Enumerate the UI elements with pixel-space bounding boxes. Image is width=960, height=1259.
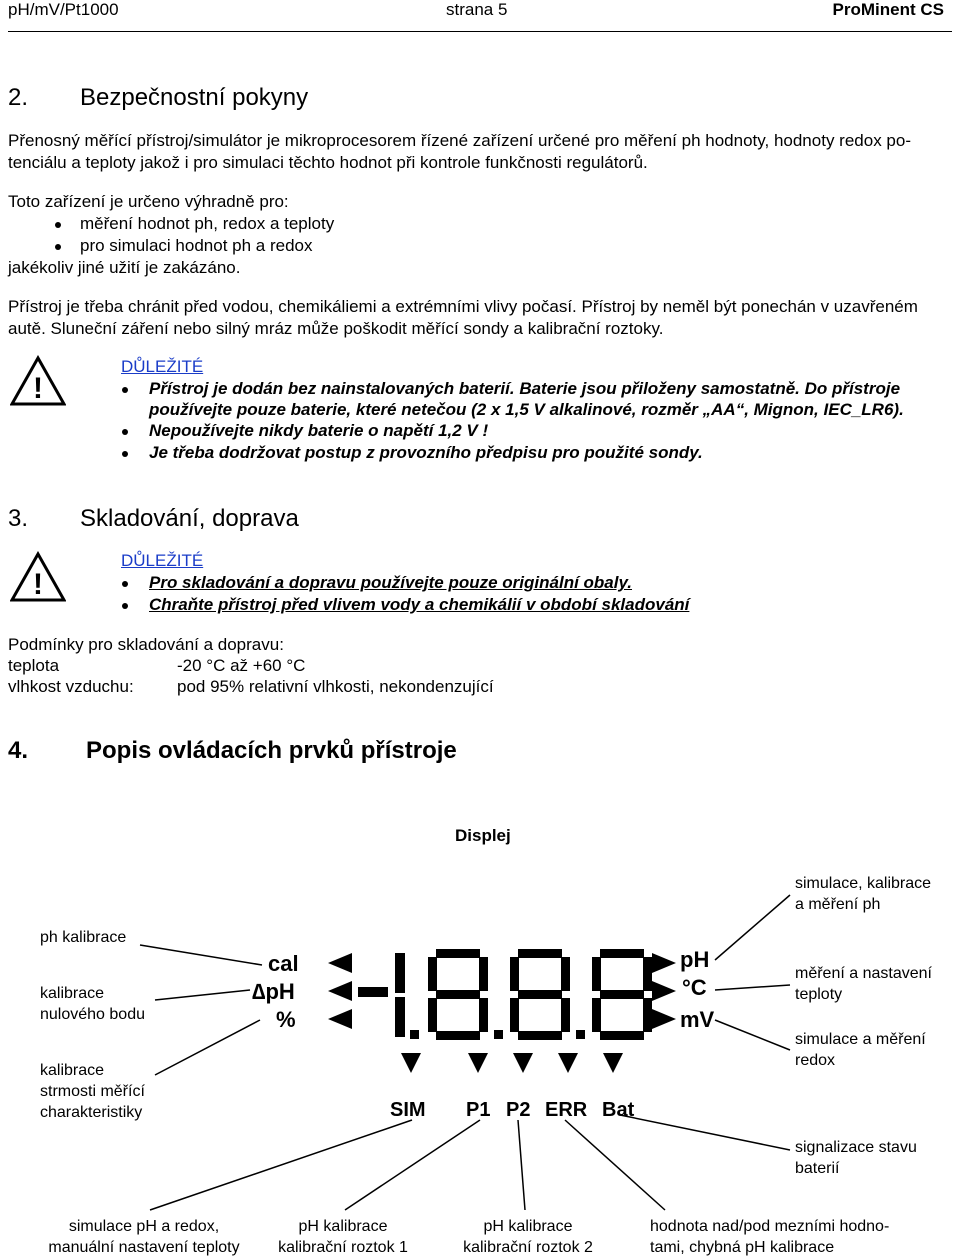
storage-conditions-title: Podmínky pro skladování a dopravu:	[8, 635, 284, 654]
label-ph-simulation	[795, 873, 931, 915]
lcd-label-ph: pH	[680, 947, 710, 972]
section4-heading	[8, 737, 457, 765]
svg-text:!: !	[33, 568, 43, 601]
bullet-icon	[122, 451, 128, 457]
lcd-label-p2: P2	[506, 1099, 531, 1121]
label-err	[650, 1216, 889, 1258]
lcd-label-sim: SIM	[390, 1099, 426, 1121]
temperature-label: teplota	[8, 656, 60, 675]
label-text: kalibrace	[40, 1062, 105, 1079]
section3-heading	[8, 505, 299, 533]
lcd-label-percent: %	[276, 1007, 296, 1032]
humidity-label: vlhkost vzduchu:	[8, 677, 134, 696]
label-p2	[452, 1216, 604, 1258]
section3-title: Skladování, doprava	[80, 505, 299, 532]
label-text: ph kalibrace	[40, 929, 127, 946]
lcd-label-celsius: °C	[682, 975, 707, 1000]
temperature-value: -20 °C až +60 °C	[177, 656, 306, 675]
label-text: měření a nastavení	[795, 965, 932, 982]
bullet-icon	[55, 222, 61, 228]
label-text: nulového bodu	[40, 1006, 145, 1023]
section4-number: 4.	[8, 737, 29, 764]
label-text: simulace, kalibrace	[795, 875, 932, 892]
label-text: pH kalibrace	[483, 1218, 573, 1235]
section2-heading	[8, 84, 309, 112]
lcd-label-cal: cal	[268, 951, 299, 976]
label-text: strmosti měřící	[40, 1083, 145, 1100]
section2-intro	[8, 130, 952, 174]
header-company: ProMinent CS	[832, 0, 944, 19]
label-text: hodnota nad/pod mezními hodno-	[650, 1218, 890, 1235]
humidity-value: pod 95% relativní vlhkosti, nekondenzující	[177, 677, 494, 696]
label-text: redox	[795, 1052, 836, 1069]
use-item-1: měření hodnot ph, redox a teploty	[80, 214, 335, 233]
page-header	[0, 0, 960, 30]
label-sim	[26, 1216, 262, 1258]
label-slope-calibration	[40, 1060, 145, 1123]
label-zero-calibration	[40, 983, 145, 1025]
intro-line-2: tenciálu a teploty jakož i pro simulaci těchto hodnot při kontrole funkčnosti regulátorů.	[8, 153, 648, 172]
label-temperature	[795, 963, 932, 1005]
use-item-2: pro simulaci hodnot ph a redox	[80, 236, 313, 255]
intro-line-1: Přenosný měřící přístroj/simulátor je mikroprocesorem řízené zařízení určené pro měření ph hodnoty, hodnoty redox po-	[8, 131, 911, 150]
bullet-icon	[122, 581, 128, 587]
important-label: DŮLEŽITÉ	[121, 551, 204, 570]
section2-title: Bezpečnostní pokyny	[80, 84, 309, 111]
important-label: DŮLEŽITÉ	[121, 357, 204, 376]
protect-line-1: Přístroj je třeba chránit před vodou, chemikáliemi a extrémními vlivy počasí. Přístroj by neměl být ponechán v uzavřeném	[8, 297, 918, 316]
header-doc-id: pH/mV/Pt1000	[8, 0, 119, 19]
header-rule	[8, 31, 952, 32]
warning-triangle-icon	[10, 355, 66, 407]
warning-voltage: Nepoužívejte nikdy baterie o napětí 1,2 V !	[149, 421, 489, 440]
header-page-number: strana 5	[446, 0, 508, 19]
label-text: kalibrační roztok 2	[463, 1239, 593, 1256]
label-text: a měření ph	[795, 896, 881, 913]
protect-line-2: autě. Sluneční záření nebo silný mráz může poškodit měřící sondy a kalibrační roztoky.	[8, 319, 664, 338]
lcd-label-p1: P1	[466, 1099, 491, 1121]
label-text: manuální nastavení teploty	[48, 1239, 240, 1256]
label-text: simulace pH a redox,	[68, 1218, 220, 1235]
label-text: kalibrační roztok 1	[278, 1239, 408, 1256]
lcd-label-bat: Bat	[602, 1099, 635, 1121]
label-ph-calibration	[40, 927, 126, 948]
section3-number: 3.	[8, 505, 29, 532]
lcd-label-mv: mV	[680, 1007, 715, 1032]
bullet-icon	[122, 603, 128, 609]
bullet-icon	[122, 387, 128, 393]
display-title: Displej	[455, 826, 511, 845]
warning-triangle-icon	[10, 551, 66, 603]
protect-paragraph	[8, 296, 952, 340]
label-text: simulace a měření	[795, 1031, 926, 1048]
warning-batteries-cont: používejte pouze baterie, které netečou (2 x 1,5 V alkalinové, rozměr „AA“, Mignon, IEC_LR6).	[149, 400, 904, 419]
label-text: charakteristiky	[40, 1104, 143, 1121]
lcd-label-delta-ph: ∆pH	[252, 979, 295, 1004]
warning-packaging: Pro skladování a dopravu používejte pouze originální obaly.	[149, 573, 633, 592]
label-text: pH kalibrace	[298, 1218, 388, 1235]
warning-probes: Je třeba dodržovat postup z provozního předpisu pro použité sondy.	[149, 443, 703, 462]
label-p1	[268, 1216, 418, 1258]
warning-protect-storage: Chraňte přístroj před vlivem vody a chemikálií v období skladování	[149, 595, 690, 614]
label-text: signalizace stavu	[795, 1139, 917, 1156]
lcd-label-err: ERR	[545, 1099, 588, 1121]
bullet-icon	[122, 429, 128, 435]
use-outro: jakékoliv jiné užití je zakázáno.	[8, 258, 241, 277]
svg-text:!: !	[33, 372, 43, 405]
label-text: kalibrace	[40, 985, 105, 1002]
label-text: baterií	[795, 1160, 840, 1177]
label-text: tami, chybná pH kalibrace	[650, 1239, 835, 1256]
label-text: teploty	[795, 986, 843, 1003]
label-redox	[795, 1029, 926, 1071]
section2-number: 2.	[8, 84, 29, 111]
label-battery	[795, 1137, 917, 1179]
section4-title: Popis ovládacích prvků přístroje	[86, 737, 457, 764]
use-intro: Toto zařízení je určeno výhradně pro:	[8, 192, 289, 211]
warning-batteries: Přístroj je dodán bez nainstalovaných baterií. Baterie jsou přiloženy samostatně. Do přístroje	[149, 379, 901, 398]
bullet-icon	[55, 244, 61, 250]
